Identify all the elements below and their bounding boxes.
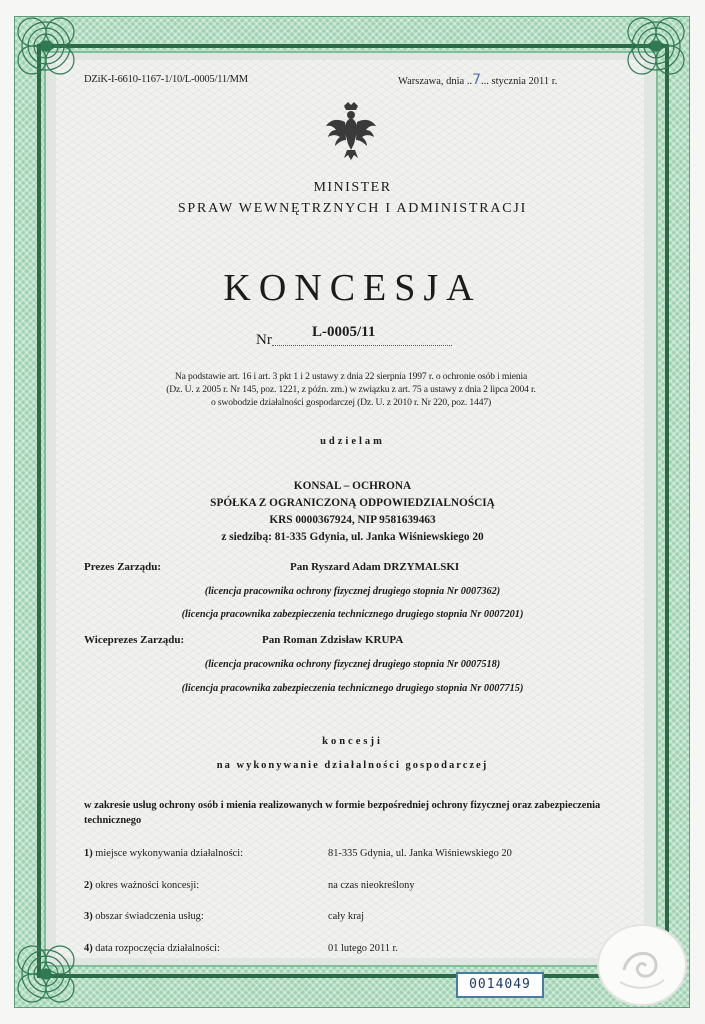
vice-president-license-1: (licencja pracownika ochrony fizycznej drugiego stopnia Nr 0007518) xyxy=(204,659,501,670)
president-role: Prezes Zarządu: xyxy=(84,561,162,573)
company-seat: z siedzibą: 81-335 Gdynia, ul. Janka Wiśniewskiego 20 xyxy=(221,531,484,543)
scope-of-services: w zakresie usług ochrony osób i mienia realizowanych w formie bezpośredniej ochrony fizycznej oraz zabezpieczenia technicznego xyxy=(84,800,601,826)
company-name-1: KONSAL – OCHRONA xyxy=(293,480,412,492)
number-dotted-line xyxy=(272,345,452,346)
item-label-text: data rozpoczęcia działalności: xyxy=(95,943,220,954)
item-1-value: 81-335 Gdynia, ul. Janka Wiśniewskiego 20 xyxy=(328,848,512,859)
company-block xyxy=(0,478,705,546)
vice-president-license-2: (licencja pracownika zabezpieczenia technicznego drugiego stopnia Nr 0007715) xyxy=(181,683,524,694)
reference-number: DZiK-I-6610-1167-1/10/L-0005/11/MM xyxy=(84,74,248,85)
serial-number: 0014049 xyxy=(456,972,544,998)
date-day-handwritten: 7 xyxy=(472,72,482,88)
president-license-2: (licencja pracownika zabezpieczenia technicznego drugiego stopnia Nr 0007201) xyxy=(181,609,524,620)
item-2-value: na czas nieokreślony xyxy=(328,880,415,891)
authority-line-2: SPRAW WEWNĘTRZNYCH I ADMINISTRACJI xyxy=(177,201,528,216)
guilloche-rosette-icon xyxy=(620,10,692,82)
item-3-value: cały kraj xyxy=(328,911,365,922)
document-title: KONCESJA xyxy=(223,267,482,309)
item-2-label xyxy=(84,880,199,891)
item-number: 4) xyxy=(84,943,93,954)
item-4-label xyxy=(84,943,220,954)
date-suffix: ... stycznia 2011 r. xyxy=(481,76,558,87)
item-label-text: okres ważności koncesji: xyxy=(95,880,200,891)
legal-basis xyxy=(90,370,612,409)
grant-word: udzielam xyxy=(320,436,385,447)
concession-word: koncesji xyxy=(322,736,383,747)
concession-number: L-0005/11 xyxy=(312,324,376,340)
legal-basis-line: Na podstawie art. 16 i art. 3 pkt 1 i 2 ustawy z dnia 22 sierpnia 1997 r. o ochronie osób i mienia xyxy=(174,371,528,382)
issue-date xyxy=(398,72,557,88)
number-label: Nr xyxy=(256,332,272,348)
item-1-label xyxy=(84,848,243,859)
polish-eagle-emblem-icon xyxy=(322,100,380,162)
guilloche-rosette-icon xyxy=(10,10,82,82)
authority-line-1: MINISTER xyxy=(313,180,392,195)
item-number: 2) xyxy=(84,880,93,891)
item-label-text: miejsce wykonywania działalności: xyxy=(95,848,243,859)
company-name-2: SPÓŁKA Z OGRANICZONĄ ODPOWIEDZIALNOŚCIĄ xyxy=(210,497,495,509)
vice-president-name: Pan Roman Zdzisław KRUPA xyxy=(262,634,404,646)
item-3-label xyxy=(84,911,204,922)
item-number: 3) xyxy=(84,911,93,922)
president-name: Pan Ryszard Adam DRZYMALSKI xyxy=(290,561,460,573)
vice-president-role: Wiceprezes Zarządu: xyxy=(84,634,185,646)
item-number: 1) xyxy=(84,848,93,859)
president-license-1: (licencja pracownika ochrony fizycznej drugiego stopnia Nr 0007362) xyxy=(204,586,501,597)
company-registry: KRS 0000367924, NIP 9581639463 xyxy=(269,514,436,526)
item-4-value: 01 lutego 2011 r. xyxy=(328,943,399,954)
guilloche-rosette-icon xyxy=(10,938,82,1010)
activity-line: na wykonywanie działalności gospodarczej xyxy=(216,760,489,771)
date-prefix: Warszawa, dnia .. xyxy=(398,76,473,87)
legal-basis-line: (Dz. U. z 2005 r. Nr 145, poz. 1221, z późn. zm.) w związku z art. 75 a ustawy z dnia 2 lipca 2004 r. xyxy=(166,384,536,395)
legal-basis-line: o swobodzie działalności gospodarczej (Dz. U. z 2010 r. Nr 220, poz. 1447) xyxy=(210,397,492,408)
item-label-text: obszar świadczenia usług: xyxy=(95,911,204,922)
embossed-seal-icon xyxy=(594,920,690,1010)
